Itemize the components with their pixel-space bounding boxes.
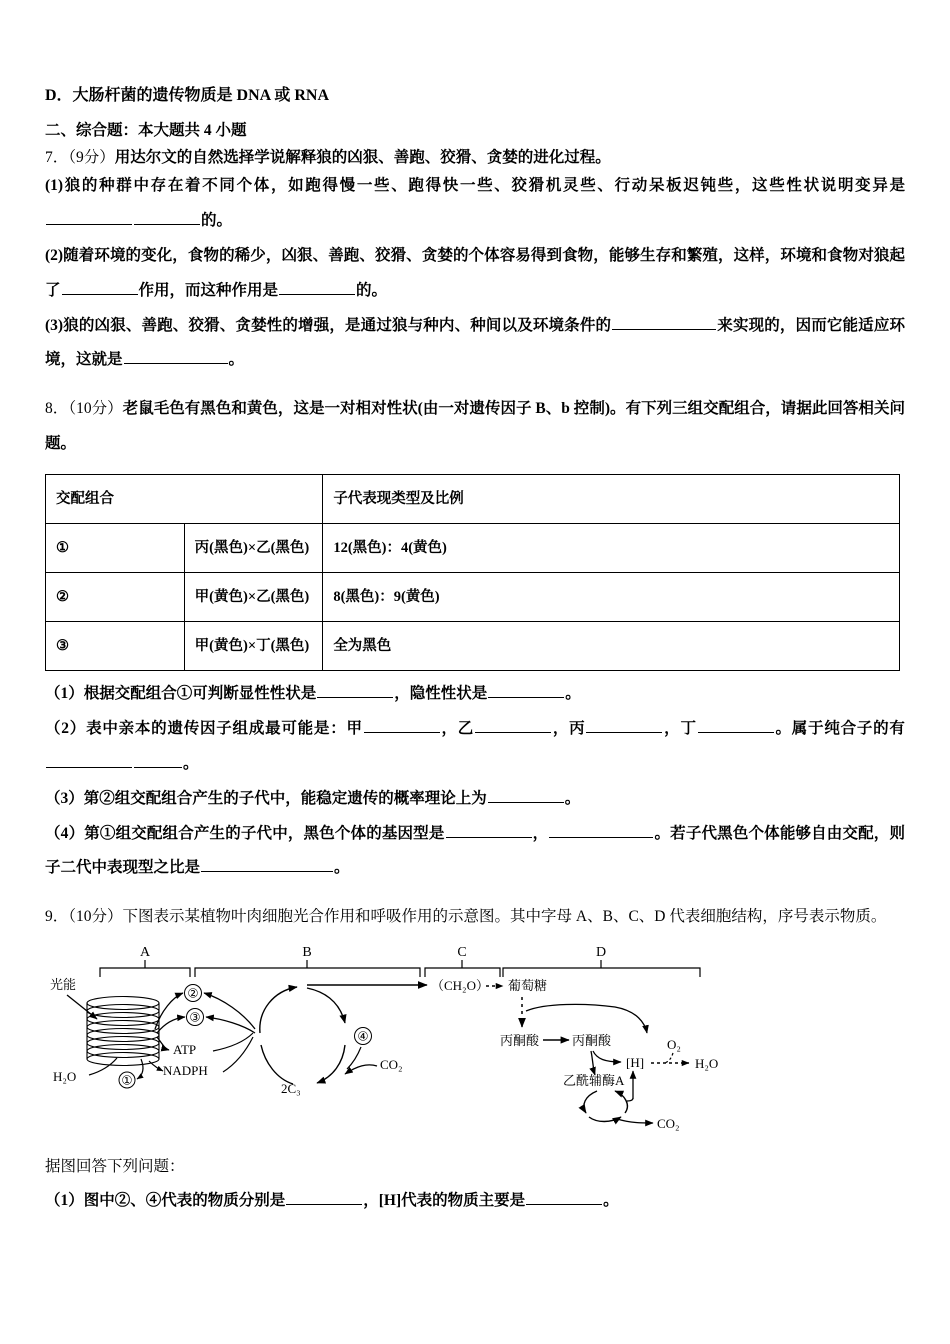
photosynthesis-respiration-diagram	[45, 941, 905, 1141]
answer-blank[interactable]	[526, 1189, 602, 1205]
bracket-a	[100, 960, 190, 977]
arrow-cycle-to-item-2	[204, 993, 255, 1029]
link-krebs-riser	[627, 1098, 633, 1101]
answer-blank[interactable]	[488, 787, 564, 803]
question-9-score: （10分）	[68, 908, 123, 926]
answer-blank[interactable]	[124, 349, 228, 365]
q8-sub2-text-c: ，丙	[552, 719, 586, 737]
q8-sub2-text-b: ，乙	[440, 719, 475, 737]
question-8-sub-3	[45, 782, 905, 817]
q8-sub2-text-a: （2）表中亲本的遗传因子组成最可能是：甲	[45, 719, 363, 737]
row-1-number: ①	[46, 524, 185, 573]
q8-sub4-text-c: 。若子代黑色个体能够自由交配，则子二代中表现型之比是	[45, 824, 905, 877]
h-carrier-label: [H]	[626, 1055, 645, 1071]
answer-blank[interactable]	[62, 279, 138, 295]
pyruvate-cytosol-label: 丙酮酸	[500, 1033, 540, 1049]
q8-sub2-text-f: 。	[183, 754, 199, 772]
question-8-sub-2	[45, 712, 905, 782]
item-3-label: ③	[189, 1010, 201, 1025]
q7-sub3-text-a: (3)狼的凶狠、善跑、狡猾、贪婪性的增强，是通过狼与种内、种间以及环境条件的	[45, 316, 612, 334]
answer-blank[interactable]	[46, 209, 132, 225]
q8-sub1-text-b: ，隐性性状是	[394, 685, 488, 702]
atp-label: ATP	[173, 1042, 197, 1058]
answer-blank[interactable]	[586, 717, 662, 733]
bracket-label-c: C	[457, 945, 467, 961]
item-4-label: ④	[357, 1029, 369, 1044]
question-7-sub-1	[45, 169, 905, 239]
ch2o-label: （CH₂O）	[431, 978, 489, 994]
q9-sub1-text-b: ，[H]代表的物质主要是	[363, 1191, 526, 1209]
row-2-cross: 甲(黄色)×乙(黑色)	[184, 573, 323, 622]
row-3-number: ③	[46, 622, 185, 671]
question-9-stem	[45, 900, 905, 935]
water-output-label: H₂O	[695, 1056, 719, 1072]
q8-sub4-text-a: （4）第①组交配组合产生的子代中，黑色个体的基因型是	[45, 824, 445, 842]
q8-sub2-text-e: 。属于纯合子的有	[774, 719, 905, 737]
answer-blank[interactable]	[201, 857, 333, 873]
q7-sub1-text-a: (1)狼的种群中存在着不同个体，如跑得慢一些、跑得快一些、狡猾机灵些、行动呆板迟钝些，这些性状说明变异是	[45, 177, 905, 194]
item-2-label: ②	[187, 986, 199, 1001]
table-header-cross: 交配组合	[46, 475, 323, 524]
answer-blank[interactable]	[317, 682, 393, 698]
question-9-trailer: 据图回答下列问题：	[45, 1158, 185, 1176]
answer-blank[interactable]	[475, 717, 551, 733]
option-d-text: D．大肠杆菌的遗传物质是 DNA 或 RNA	[45, 87, 330, 104]
answer-blank[interactable]	[488, 682, 564, 698]
arrow-pyruvate-to-h	[593, 1051, 621, 1062]
q7-sub2-text-a: (2)随着环境的变化，食物的稀少，凶狠、善跑、狡猾、贪婪的个体容易得到食物，能够生存和繁殖，这样，环境和食物对狼起了	[45, 246, 905, 299]
question-8-sub-1	[45, 677, 905, 712]
q8-sub3-text-b: 。	[564, 789, 581, 807]
table-row	[46, 524, 900, 573]
glucose-label: 葡萄糖	[508, 978, 548, 994]
q8-sub4-text-d: 。	[334, 859, 350, 877]
q7-sub3-text-b: 来实现的，因而它能适应环境，这就是	[45, 316, 905, 369]
answer-blank[interactable]	[279, 279, 355, 295]
grana-thylakoid-stack	[87, 997, 159, 1066]
row-1-offspring: 12(黑色)：4(黄色)	[323, 524, 900, 573]
question-8-stem	[45, 392, 905, 462]
link-item-4-co2	[347, 1047, 361, 1069]
q7-sub3-text-c: 。	[228, 351, 245, 369]
question-7-number: 7．	[45, 149, 69, 166]
table-row	[46, 622, 900, 671]
table-header-offspring: 子代表现类型及比例	[323, 475, 900, 524]
question-7-stem-text: 用达尔文的自然选择学说解释狼的凶狠、善跑、狡猾、贪婪的进化过程。	[114, 149, 611, 166]
section-heading: 二、综合题：本大题共 4 小题	[45, 122, 247, 139]
answer-blank[interactable]	[134, 752, 182, 768]
question-8-stem-text: 老鼠毛色有黑色和黄色，这是一对相对性状(由一对遗传因子 B、b 控制)。有下列三组交配组合，请据此回答相关问题。	[45, 400, 905, 453]
co2-krebs-label: CO₂	[657, 1116, 680, 1132]
q8-sub2-text-d: ，丁	[663, 719, 697, 737]
question-8-sub-4	[45, 817, 905, 887]
arrow-stack-to-nadph	[149, 1061, 163, 1071]
q7-sub2-text-b: 作用，而这种作用是	[138, 281, 279, 299]
curve-glycolysis-to-h	[526, 1004, 647, 1033]
calvin-cycle-ring	[260, 987, 345, 1084]
bracket-label-a: A	[139, 945, 151, 961]
row-2-number: ②	[46, 573, 185, 622]
pyruvate-mito-label: 丙酮酸	[572, 1033, 612, 1049]
item-1-label: ①	[121, 1073, 133, 1088]
co2-calvin-label: CO₂	[380, 1057, 403, 1073]
question-7-score: （9分）	[68, 149, 115, 166]
water-input-arrow	[89, 1058, 117, 1075]
question-8-number: 8．	[45, 400, 69, 418]
q9-sub1-text-c: 。	[603, 1191, 619, 1209]
q7-sub1-text-b: 的。	[201, 211, 233, 229]
question-9-number: 9．	[45, 908, 69, 926]
q8-sub3-text-a: （3）第②组交配组合产生的子代中，能稳定遗传的概率理论上为	[45, 789, 487, 807]
answer-blank[interactable]	[46, 752, 132, 768]
q8-sub4-text-b: ，	[532, 824, 549, 842]
arrow-krebs-to-co2	[617, 1119, 653, 1123]
row-2-offspring: 8(黑色)：9(黄色)	[323, 573, 900, 622]
question-7-sub-3	[45, 309, 905, 379]
row-3-offspring: 全为黑色	[323, 622, 900, 671]
nadph-label: NADPH	[163, 1063, 208, 1079]
question-7-sub-2	[45, 239, 905, 309]
dashed-link-o2	[665, 1053, 673, 1063]
answer-blank[interactable]	[364, 717, 440, 733]
arrow-pyruvate-to-acetylcoa	[591, 1051, 595, 1075]
water-input-label: H₂O	[53, 1069, 77, 1085]
light-energy-label: 光能	[50, 977, 77, 993]
answer-blank[interactable]	[446, 822, 532, 838]
link-nadph-to-cycle	[223, 1037, 253, 1072]
q8-sub1-text-a: （1）根据交配组合①可判断显性性状是	[45, 685, 317, 702]
table-row	[46, 573, 900, 622]
table-header-row	[46, 475, 900, 524]
question-8-score: （10分）	[68, 400, 123, 418]
arrow-to-item-1	[137, 1059, 143, 1079]
q8-sub1-text-c: 。	[565, 685, 581, 702]
answer-blank[interactable]	[286, 1189, 362, 1205]
answer-blank[interactable]	[134, 209, 200, 225]
page-content	[45, 82, 905, 1219]
question-7-stem	[45, 145, 905, 167]
bracket-c	[425, 960, 500, 977]
bracket-label-d: D	[595, 945, 607, 961]
c3-label: 2C₃	[281, 1081, 301, 1097]
answer-blank[interactable]	[549, 822, 653, 838]
bracket-label-b: B	[302, 945, 312, 961]
question-9-stem-text: 下图表示某植物叶肉细胞光合作用和呼吸作用的示意图。其中字母 A、B、C、D 代表细胞结构，序号表示物质。	[122, 908, 887, 926]
row-1-cross: 丙(黑色)×乙(黑色)	[184, 524, 323, 573]
acetyl-coa-label: 乙酰辅酶A	[563, 1073, 625, 1089]
answer-blank[interactable]	[698, 717, 774, 733]
bracket-d	[503, 960, 700, 977]
question-9-sub-1	[45, 1184, 905, 1219]
q9-sub1-text-a: （1）图中②、④代表的物质分别是	[45, 1191, 286, 1209]
row-3-cross: 甲(黄色)×丁(黑色)	[184, 622, 323, 671]
krebs-cycle-ring	[584, 1091, 627, 1122]
o2-label: O₂	[667, 1037, 681, 1053]
answer-blank[interactable]	[612, 314, 716, 330]
arrow-cycle-to-item-3	[206, 1017, 255, 1033]
mating-combination-table	[45, 474, 900, 671]
bracket-b	[195, 960, 420, 977]
q7-sub2-text-c: 的。	[356, 281, 388, 299]
arrow-stack-to-item-3	[157, 1017, 185, 1033]
